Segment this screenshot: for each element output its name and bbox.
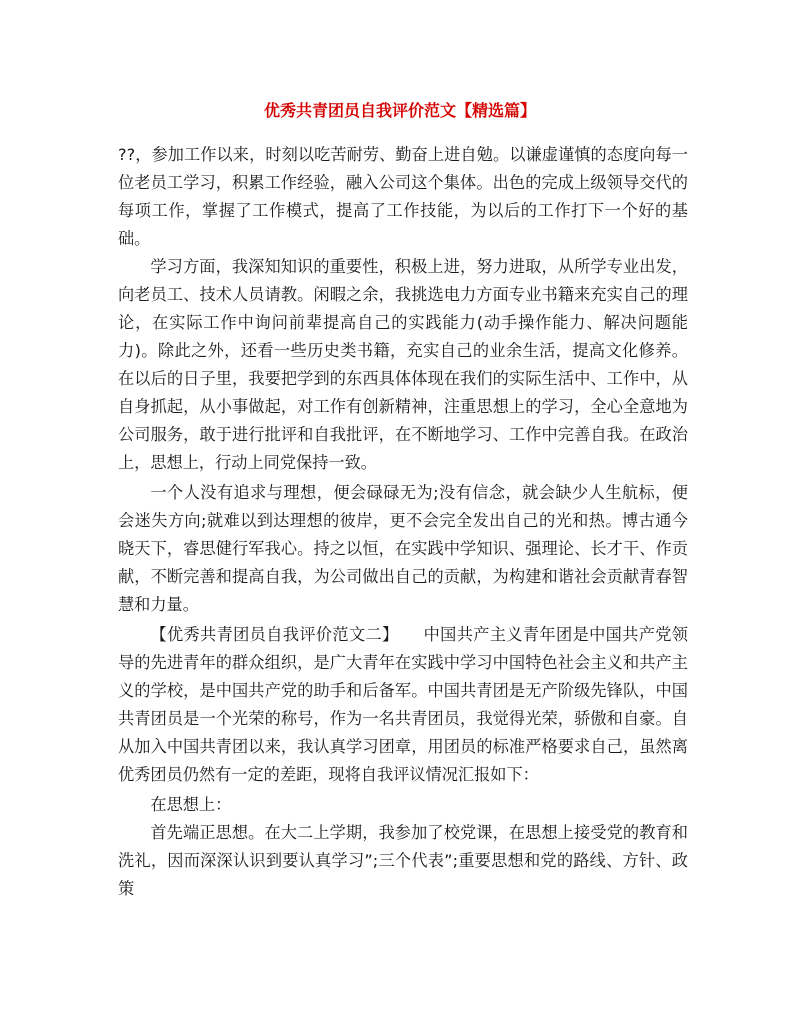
paragraph-heading-thought: 在思想上：: [150, 795, 232, 814]
paragraph-sample-two: 【优秀共青团员自我评价范文二】 中国共产主义青年团是中国共产党领导的先进青年的群众组织，是广大青年在实践中学习中国特色社会主义和共产主义的学校，是中国共产党的助手和后备军。中国共青团是无产阶级先锋队，中国共青团员是一个光荣的称号，作为一名共青团员，我觉得光荣，骄傲和自豪。自从加入中国共青团以来，我认真学习团章，用团员的标准严格要求自己，虽然离优秀团员仍然有一定的差距，现将自我评议情况汇报如下：: [118, 625, 688, 784]
paragraph-ideals: 一个人没有追求与理想，便会碌碌无为;没有信念，就会缺少人生航标，便会迷失方向;就难以到达理想的彼岸，更不会完全发出自己的光和热。博古通今晓天下，睿思健行军我心。持之以恒，在实践中学知识、强理论、长才干、作贡献，不断完善和提高自我，为公司做出自己的贡献，为构建和谐社会贡献青春智慧和力量。: [118, 483, 688, 614]
document-body: [118, 141, 688, 903]
paragraph-correct-thinking: 首先端正思想。在大二上学期，我参加了校党课，在思想上接受党的教育和洗礼，因而深深认识到要认真学习”;三个代表”;重要思想和党的路线、方针、政策: [118, 823, 688, 898]
document-title: 优秀共青团员自我评价范文【精选篇】: [263, 101, 536, 120]
paragraph-intro: ??，参加工作以来，时刻以吃苦耐劳、勤奋上进自勉。以谦虚谨慎的态度向每一位老员工学习，积累工作经验，融入公司这个集体。出色的完成上级领导交代的每项工作，掌握了工作模式，提高了工作技能，为以后的工作打下一个好的基础。: [118, 145, 688, 248]
paragraph-study: 学习方面，我深知知识的重要性，积极上进，努力进取，从所学专业出发，向老员工、技术人员请教。闲暇之余，我挑选电力方面专业书籍来充实自己的理论，在实际工作中询问前辈提高自己的实践能力(动手操作能力、解决问题能力)。除此之外，还看一些历史类书籍，充实自己的业余生活，提高文化修养。在以后的日子里，我要把学到的东西具体体现在我们的实际生活中、工作中，从自身抓起，从小事做起，对工作有创新精神，注重思想上的学习，全心全意地为公司服务，敢于进行批评和自我批评，在不断地学习、工作中完善自我。在政治上，思想上，行动上同党保持一致。: [118, 257, 688, 472]
